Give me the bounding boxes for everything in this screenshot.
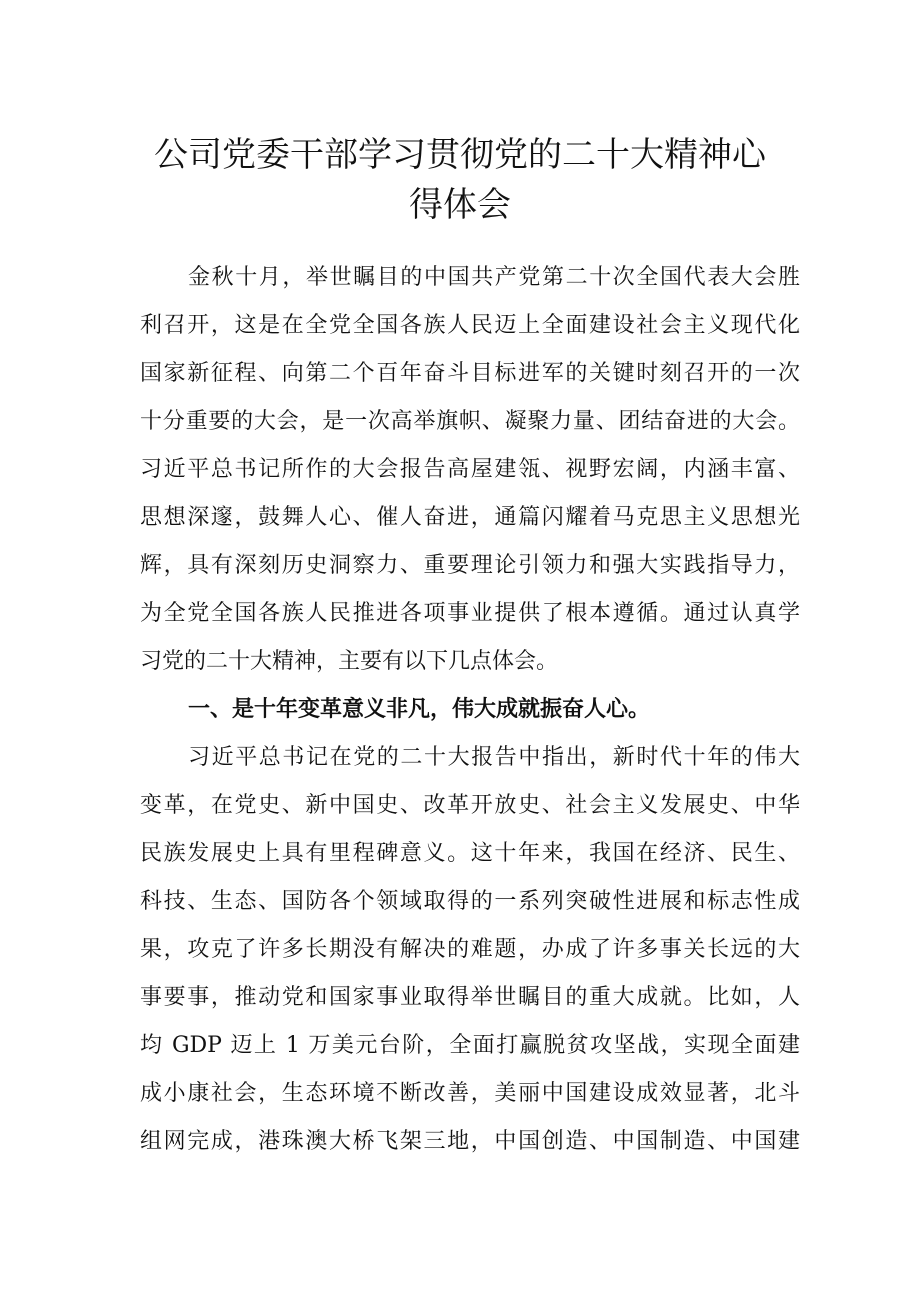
paragraph-line: 习党的二十大精神，主要有以下几点体会。 — [140, 649, 559, 674]
document-title-line-1: 公司党委干部学习贯彻党的二十大精神心 — [154, 135, 766, 175]
paragraph-line: 均 GDP 迈上 1 万美元台阶，全面打赢脱贫攻坚战，实现全面建 — [140, 1033, 800, 1058]
paragraph-line: 十分重要的大会，是一次高举旗帜、凝聚力量、团结奋进的大会。 — [140, 409, 800, 434]
paragraph-line: 辉，具有深刻历史洞察力、重要理论引领力和强大实践指导力， — [140, 553, 800, 578]
paragraph-line: 成小康社会，生态环境不断改善，美丽中国建设成效显著，北斗 — [140, 1081, 800, 1106]
section-heading-1: 一、是十年变革意义非凡，伟大成就振奋人心。 — [188, 697, 651, 722]
paragraph-line: 习近平总书记在党的二十大报告中指出，新时代十年的伟大 — [188, 745, 800, 770]
paragraph-line: 利召开，这是在全党全国各族人民迈上全面建设社会主义现代化 — [140, 313, 800, 338]
document-title-line-2: 得体会 — [409, 185, 511, 225]
paragraph-line: 组网完成，港珠澳大桥飞架三地，中国创造、中国制造、中国建 — [140, 1129, 800, 1154]
paragraph-line: 变革，在党史、新中国史、改革开放史、社会主义发展史、中华 — [140, 793, 800, 818]
paragraph-line: 国家新征程、向第二个百年奋斗目标进军的关键时刻召开的一次 — [140, 361, 800, 386]
paragraph-line: 为全党全国各族人民推进各项事业提供了根本遵循。通过认真学 — [140, 601, 800, 626]
paragraph-line: 民族发展史上具有里程碑意义。这十年来，我国在经济、民生、 — [140, 841, 800, 866]
paragraph-line: 科技、生态、国防各个领域取得的一系列突破性进展和标志性成 — [140, 889, 800, 914]
paragraph-line: 思想深邃，鼓舞人心、催人奋进，通篇闪耀着马克思主义思想光 — [140, 505, 800, 530]
paragraph-line: 习近平总书记所作的大会报告高屋建瓴、视野宏阔，内涵丰富、 — [140, 457, 800, 482]
paragraph-line: 事要事，推动党和国家事业取得举世瞩目的重大成就。比如，人 — [140, 985, 800, 1010]
paragraph-line: 果，攻克了许多长期没有解决的难题，办成了许多事关长远的大 — [140, 937, 800, 962]
paragraph-line: 金秋十月，举世瞩目的中国共产党第二十次全国代表大会胜 — [188, 265, 800, 290]
